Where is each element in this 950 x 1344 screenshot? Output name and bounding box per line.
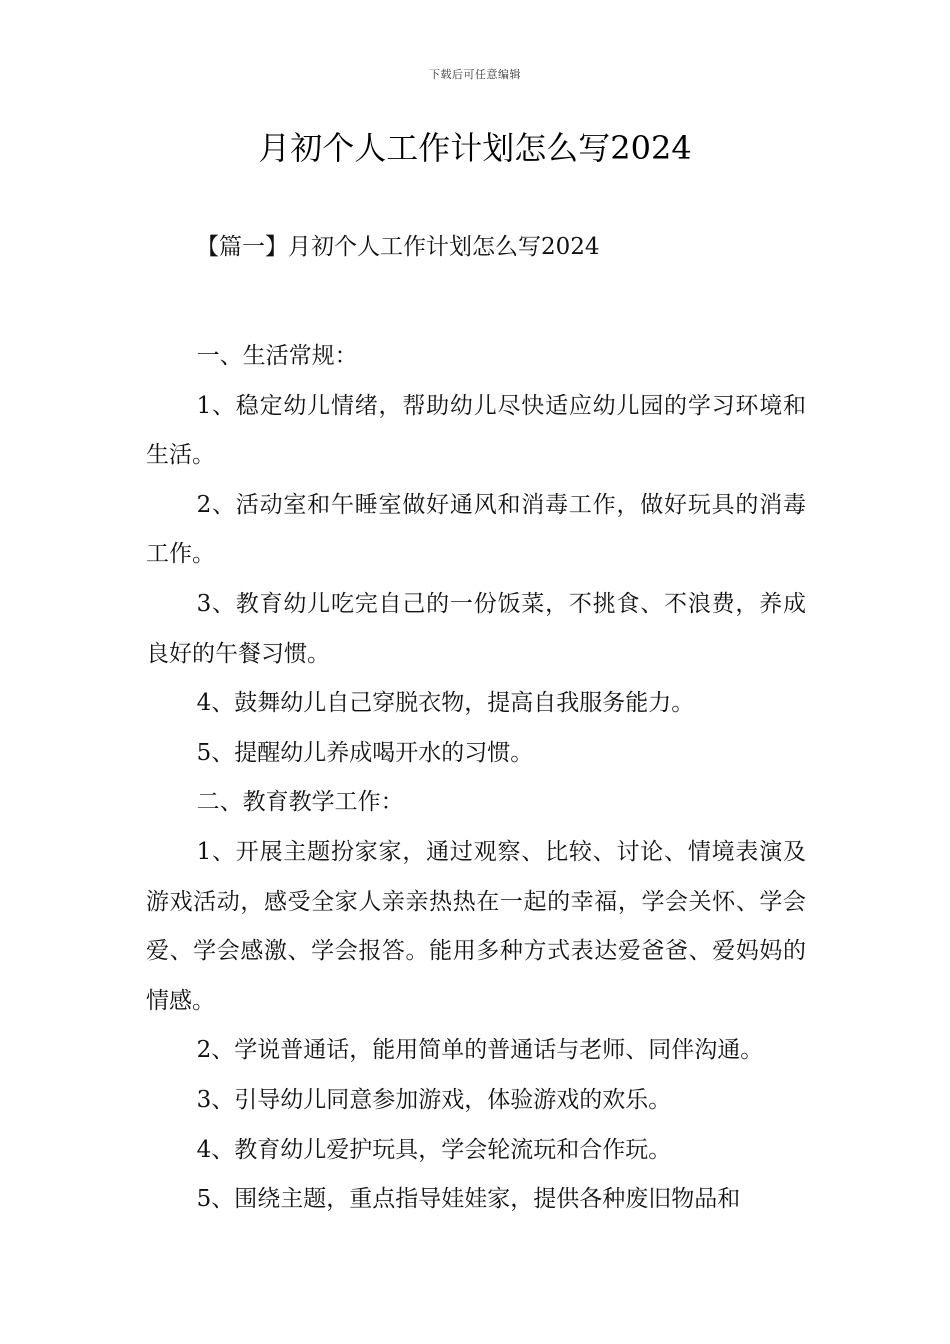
document-body	[146, 332, 806, 1225]
paragraph: 3、教育幼儿吃完自己的一份饭菜，不挑食、不浪费，养成良好的午餐习惯。	[146, 590, 806, 667]
heading-life-routine: 一、生活常规：	[196, 343, 358, 369]
paragraph: 1、开展主题扮家家，通过观察、比较、讨论、情境表演及游戏活动，感受全家人亲亲热热在一起的幸福，学会关怀、学会爱、学会感激、学会报答。能用多种方式表达爱爸爸、爱妈妈的情感。	[146, 838, 806, 1014]
document-title: 月初个人工作计划怎么写2024	[258, 129, 692, 167]
paragraph: 5、围绕主题，重点指导娃娃家，提供各种废旧物品和	[196, 1186, 741, 1213]
paragraph: 4、鼓舞幼儿自己穿脱衣物，提高自我服务能力。	[196, 690, 695, 717]
header-note: 下载后可任意编辑	[429, 68, 521, 81]
paragraph: 2、活动室和午睡室做好通风和消毒工作，做好玩具的消毒工作。	[146, 491, 806, 568]
paragraph: 2、学说普通话，能用简单的普通话与老师、同伴沟通。	[196, 1037, 764, 1064]
paragraph: 4、教育幼儿爱护玩具，学会轮流玩和合作玩。	[196, 1136, 672, 1163]
paragraph: 5、提醒幼儿养成喝开水的习惯。	[196, 739, 534, 766]
paragraph: 1、稳定幼儿情绪，帮助幼儿尽快适应幼儿园的学习环境和生活。	[146, 392, 806, 469]
paragraph: 3、引导幼儿同意参加游戏，体验游戏的欢乐。	[196, 1086, 672, 1113]
heading-teaching-work: 二、教育教学工作：	[196, 789, 404, 816]
section-title: 【篇一】月初个人工作计划怎么写2024	[196, 234, 600, 260]
